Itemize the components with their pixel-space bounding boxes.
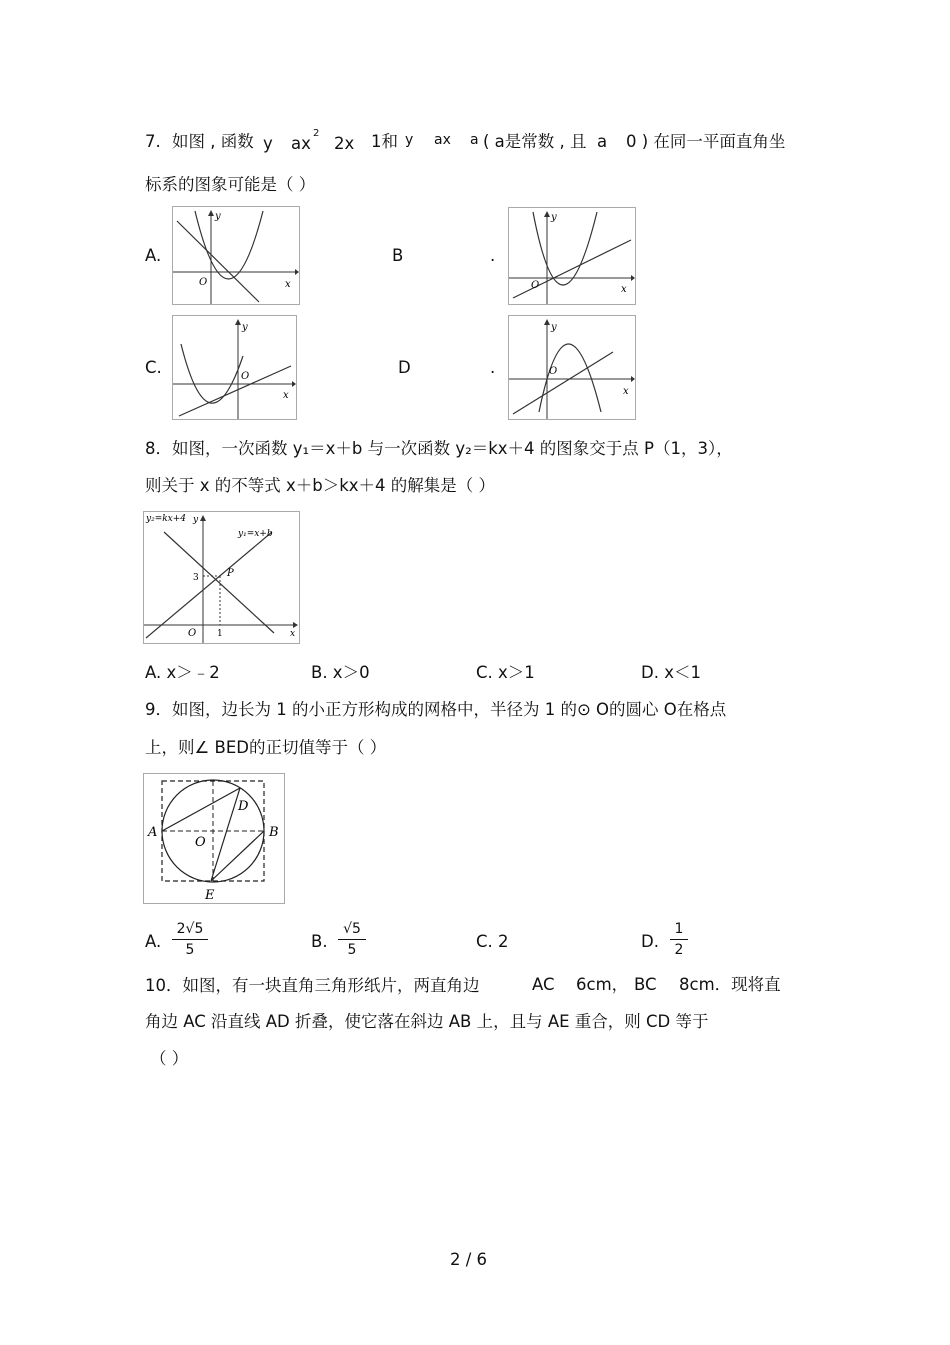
svg-text:y: y xyxy=(551,322,557,333)
svg-text:x: x xyxy=(283,390,289,401)
svg-text:y: y xyxy=(242,322,248,333)
q9-choice-b-numerator: √5 xyxy=(343,921,361,937)
svg-text:O: O xyxy=(241,371,250,382)
q8-o-label: O xyxy=(188,628,197,639)
q9-choice-b-fraction xyxy=(338,921,366,958)
q8-figure xyxy=(143,511,300,644)
q9-point-d: D xyxy=(238,799,249,814)
q7-figure-b xyxy=(508,207,636,305)
q9-line2: 上，则∠ BED的正切值等于（ ） xyxy=(145,738,387,757)
q8-choice-c: C. x＞1 xyxy=(476,663,535,682)
q10-bc: BC xyxy=(634,975,657,994)
q7-option-c-label: C. xyxy=(145,358,162,377)
q8-y1-label: y₁=x+b xyxy=(238,529,273,539)
q9-choice-a-label: A. xyxy=(145,932,162,951)
q8-y2-label: y₂=kx+4 xyxy=(146,514,187,524)
q10-line2: 角边 AC 沿直线 AD 折叠，使它落在斜边 AB 上，且与 AE 重合，则 CD 等于 xyxy=(145,1012,709,1031)
q9-choice-d-bar xyxy=(670,939,688,940)
svg-text:y: y xyxy=(215,211,221,222)
q9-choice-c: C. 2 xyxy=(476,932,509,951)
q9-choice-a-denominator: 5 xyxy=(185,942,195,958)
q7-a2: a xyxy=(597,132,608,151)
q7-one-and: 1和 xyxy=(371,132,398,151)
q7-figure-c xyxy=(172,315,297,420)
q10-line1-start: 10．如图，有一块直角三角形纸片，两直角边 xyxy=(145,976,480,995)
svg-text:x: x xyxy=(285,279,291,290)
q7-option-d-label: D xyxy=(398,358,411,377)
q9-figure xyxy=(143,773,285,904)
q7-number: 7. xyxy=(145,132,161,151)
q10-line3: （ ） xyxy=(150,1049,189,1068)
q10-ac: AC xyxy=(532,975,555,994)
q7-figure-a xyxy=(172,206,300,305)
q7-option-b-label: B xyxy=(392,246,404,265)
q8-p-label: P xyxy=(227,568,234,579)
q8-three-label: 3 xyxy=(193,573,199,583)
svg-text:x: x xyxy=(623,386,629,397)
q9-choice-d-label: D. xyxy=(641,932,659,951)
q9-point-a: A xyxy=(148,825,158,840)
q9-choice-a-fraction xyxy=(172,921,208,958)
q9-choice-d-denominator: 2 xyxy=(674,942,684,958)
q7-ax2: ax xyxy=(434,132,451,148)
q9-choice-a-numerator: 2√5 xyxy=(176,921,204,937)
q8-line2: 则关于 x 的不等式 x＋b＞kx＋4 的解集是（ ） xyxy=(145,476,496,495)
q8-choice-d: D. x＜1 xyxy=(641,663,701,682)
q8-line1: 8．如图，一次函数 y₁＝x＋b 与一次函数 y₂＝kx＋4 的图象交于点 P（1，3）， xyxy=(145,439,733,458)
svg-text:O: O xyxy=(549,366,558,377)
q10-six: 6cm， xyxy=(576,975,629,994)
q8-choice-b: B. x＞0 xyxy=(311,663,370,682)
q9-choice-d-numerator: 1 xyxy=(674,921,684,937)
q9-point-o: O xyxy=(195,835,206,850)
q8-choice-a: A. x＞﹣2 xyxy=(145,663,220,682)
q7-zero-end: 0 ) 在同一平面直角坐 xyxy=(626,132,786,151)
q9-choice-b-denominator: 5 xyxy=(347,942,357,958)
page-number: 2 / 6 xyxy=(450,1250,488,1269)
q7-option-b-dot: . xyxy=(490,246,496,265)
q8-x-label: x xyxy=(290,629,296,639)
q9-choice-a-bar xyxy=(172,939,208,940)
svg-text:O: O xyxy=(199,277,208,288)
q9-choice-b-bar xyxy=(338,939,366,940)
q8-y-label: y xyxy=(193,515,199,525)
q9-choice-b-label: B. xyxy=(311,932,328,951)
q9-choice-d-fraction xyxy=(670,921,688,958)
q10-eight: 8cm．现将直 xyxy=(679,975,781,994)
svg-text:O: O xyxy=(531,280,540,291)
svg-text:x: x xyxy=(621,284,627,295)
q9-line1: 9．如图，边长为 1 的小正方形构成的网格中，半径为 1 的⊙ O的圆心 O在格点 xyxy=(145,700,727,719)
q9-point-b: B xyxy=(269,825,279,840)
q7-2x: 2x xyxy=(334,134,355,153)
q7-a-const: a xyxy=(470,132,479,148)
q7-paren: ( a是常数 , 且 xyxy=(483,132,587,151)
q7-figure-d xyxy=(508,315,636,420)
q7-text-start: 如图 , 函数 xyxy=(172,132,254,151)
q7-option-d-dot: . xyxy=(490,358,496,377)
q7-y1: y xyxy=(263,134,273,153)
q7-ax: ax xyxy=(291,134,311,153)
q7-y2: y xyxy=(405,132,414,148)
q7-option-a-label: A. xyxy=(145,246,162,265)
q8-one-label: 1 xyxy=(217,629,223,639)
q7-line2: 标系的图象可能是（ ） xyxy=(145,175,316,194)
svg-text:y: y xyxy=(551,212,557,223)
q7-exponent: 2 xyxy=(313,128,320,139)
q9-point-e: E xyxy=(205,888,215,903)
